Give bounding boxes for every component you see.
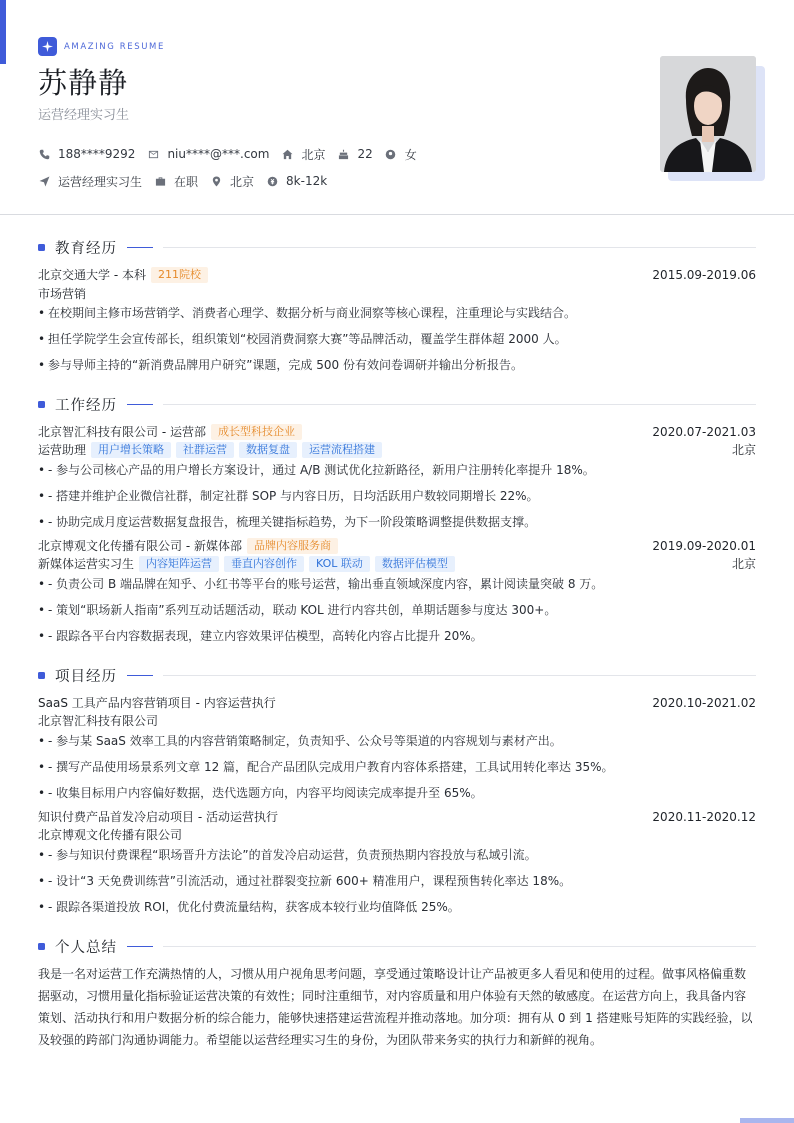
skill-tag: 内容矩阵运营 bbox=[139, 556, 219, 572]
job-city: 北京 bbox=[731, 557, 756, 571]
brand-text: AMAZING RESUME bbox=[64, 41, 165, 52]
list-item: • - 负责公司 B 端品牌在知乎、小红书等平台的账号运营，输出垂直领域深度内容，累计阅读量突破 8 万。 bbox=[38, 576, 604, 591]
candidate-title: 运营经理实习生 bbox=[38, 108, 130, 123]
intent-position: 运营经理实习生 bbox=[38, 173, 142, 190]
project-name: SaaS 工具产品内容营销项目 - 内容运营执行 bbox=[38, 696, 276, 710]
project-name: 知识付费产品首发冷启动项目 - 活动运营执行 bbox=[38, 810, 278, 824]
section-marker bbox=[38, 672, 45, 679]
skill-tag: 数据复盘 bbox=[239, 442, 297, 458]
job-header bbox=[38, 423, 756, 440]
company-tag: 品牌内容服务商 bbox=[247, 538, 338, 554]
list-item: • 参与导师主持的“新消费品牌用户研究”课题，完成 500 份有效问卷调研并输出分析报告。 bbox=[38, 357, 523, 372]
summary-text: 我是一名对运营工作充满热情的人，习惯从用户视角思考问题，享受通过策略设计让产品被更多人看见和使用的过程。做事风格偏重数据驱动，习惯用量化指标验证运营决策的有效性；同时注重细节，对内容质量和用户体验有天然的敏感度。在运营方向上，我具备内容策划、活动执行和用户数据分析的综合能力，能够快速搭建运营流程并推动落地。加分项：拥有从 0 到 1 搭建账号矩阵的实践经验，以及较强的跨部门沟通协调能力。希望能以运营经理实习生的身份，为团队带来务实的执行力和新鲜的视角。 bbox=[38, 967, 753, 1047]
list-item: • - 设计“3 天免费训练营”引流活动，通过社群裂变拉新 600+ 精准用户，课程预售转化率达 18%。 bbox=[38, 873, 572, 888]
list-item: • - 收集目标用户内容偏好数据，迭代选题方向，内容平均阅读完成率提升至 65%。 bbox=[38, 785, 483, 800]
job-role bbox=[38, 441, 756, 458]
send-icon bbox=[38, 175, 50, 187]
education-date: 2015.09-2019.06 bbox=[652, 267, 756, 282]
skill-tag: KOL 联动 bbox=[309, 556, 370, 572]
role-name: 新媒体运营实习生 bbox=[38, 557, 135, 571]
job-date: 2019.09-2020.01 bbox=[652, 538, 756, 553]
job-header bbox=[38, 537, 756, 554]
project-org: 北京智汇科技有限公司 bbox=[38, 714, 159, 728]
education-header bbox=[38, 266, 756, 283]
school-tag: 211院校 bbox=[151, 267, 208, 283]
brand bbox=[38, 37, 165, 56]
intent-salary: 8k-12k bbox=[266, 174, 327, 188]
list-item: • 担任学院学生会宣传部长，组织策划“校园消费洞察大赛”等品牌活动，覆盖学生群体超 2000 人。 bbox=[38, 331, 567, 346]
project-date: 2020.10-2021.02 bbox=[652, 695, 756, 710]
cake-icon bbox=[337, 148, 349, 160]
project-header bbox=[38, 694, 756, 711]
intent-status: 在职 bbox=[154, 173, 198, 190]
list-item: • - 参与知识付费课程“职场晋升方法论”的首发冷启动运营，负责预热期内容投放与私域引流。 bbox=[38, 847, 537, 862]
contact-phone: 188****9292 bbox=[38, 147, 135, 161]
skill-tag: 数据评估模型 bbox=[375, 556, 455, 572]
section-marker bbox=[38, 244, 45, 251]
profile-photo bbox=[660, 56, 756, 172]
job-date: 2020.07-2021.03 bbox=[652, 424, 756, 439]
footer-accent-bar bbox=[740, 1118, 794, 1123]
list-item: • 在校期间主修市场营销学、消费者心理学、数据分析与商业洞察等核心课程，注重理论与实践结合。 bbox=[38, 305, 577, 320]
home-icon bbox=[281, 148, 293, 160]
mail-icon bbox=[147, 148, 159, 160]
intent-row bbox=[38, 173, 339, 189]
contact-email: niu****@***.com bbox=[147, 147, 269, 161]
list-item: • - 策划“职场新人指南”系列互动话题活动，联动 KOL 进行内容共创，单期话题参与度达 300+。 bbox=[38, 602, 557, 617]
section-marker bbox=[38, 943, 45, 950]
phone-icon bbox=[38, 148, 50, 160]
list-item: • - 参与公司核心产品的用户增长方案设计，通过 A/B 测试优化拉新路径，新用户注册转化率提升 18%。 bbox=[38, 462, 595, 477]
salary-icon bbox=[266, 175, 278, 187]
location-icon bbox=[210, 175, 222, 187]
skill-tag: 运营流程搭建 bbox=[302, 442, 382, 458]
section-marker bbox=[38, 401, 45, 408]
list-item: • - 搭建并维护企业微信社群，制定社群 SOP 与内容日历，日均活跃用户数较同期增长 22%。 bbox=[38, 488, 539, 503]
project-org: 北京博观文化传播有限公司 bbox=[38, 828, 183, 842]
company-name: 北京博观文化传播有限公司 - 新媒体部 bbox=[38, 539, 242, 553]
section-projects: 项目经历 bbox=[38, 666, 756, 684]
school-name: 北京交通大学 - 本科 bbox=[38, 268, 146, 282]
candidate-name: 苏静静 bbox=[38, 66, 129, 100]
intent-city: 北京 bbox=[210, 173, 254, 190]
list-item: • - 跟踪各渠道投放 ROI，优化付费流量结构，获客成本较行业均值降低 25%。 bbox=[38, 899, 460, 914]
skill-tag: 社群运营 bbox=[176, 442, 234, 458]
list-item: • - 撰写产品使用场景系列文章 12 篇，配合产品团队完成用户教育内容体系搭建，工具试用转化率达 35%。 bbox=[38, 759, 614, 774]
job-role bbox=[38, 555, 756, 572]
contact-hometown: 北京 bbox=[281, 146, 325, 163]
briefcase-icon bbox=[154, 175, 166, 187]
job-city: 北京 bbox=[731, 443, 756, 457]
education-major: 市场营销 bbox=[38, 287, 87, 301]
contact-row bbox=[38, 146, 429, 162]
role-name: 运营助理 bbox=[38, 443, 87, 457]
skill-tag: 用户增长策略 bbox=[91, 442, 171, 458]
skill-tag: 垂直内容创作 bbox=[224, 556, 304, 572]
list-item: • - 协助完成月度运营数据复盘报告，梳理关键指标趋势，为下一阶段策略调整提供数据支撑。 bbox=[38, 514, 537, 529]
company-name: 北京智汇科技有限公司 - 运营部 bbox=[38, 425, 206, 439]
list-item: • - 参与某 SaaS 效率工具的内容营销策略制定，负责知乎、公众号等渠道的内容规划与素材产出。 bbox=[38, 733, 562, 748]
section-summary: 个人总结 bbox=[38, 937, 756, 955]
section-education: 教育经历 bbox=[38, 238, 756, 256]
project-header bbox=[38, 808, 756, 825]
section-work: 工作经历 bbox=[38, 395, 756, 413]
contact-gender: 女 bbox=[385, 146, 417, 163]
project-date: 2020.11-2020.12 bbox=[652, 809, 756, 824]
company-tag: 成长型科技企业 bbox=[211, 424, 302, 440]
contact-age: 22 bbox=[337, 147, 372, 161]
resume-header bbox=[0, 0, 794, 215]
gender-icon bbox=[385, 148, 397, 160]
sparkle-icon bbox=[38, 37, 57, 56]
list-item: • - 跟踪各平台内容数据表现，建立内容效果评估模型，高转化内容占比提升 20%。 bbox=[38, 628, 483, 643]
